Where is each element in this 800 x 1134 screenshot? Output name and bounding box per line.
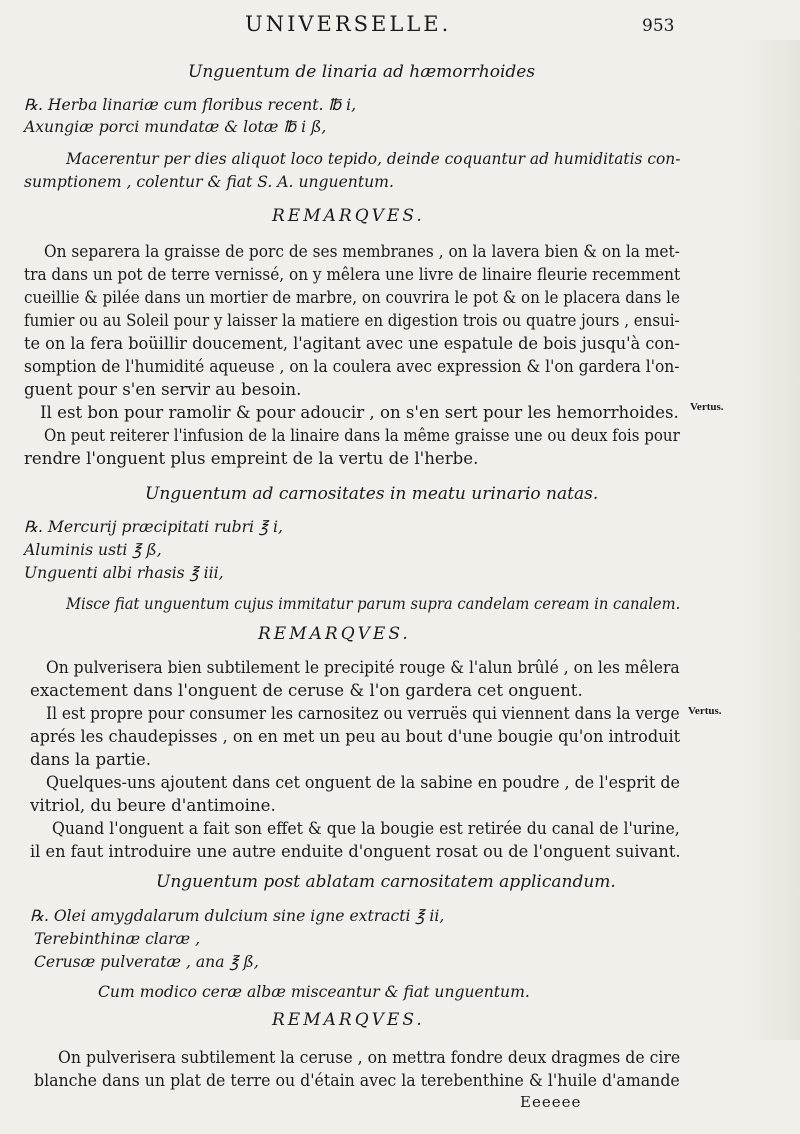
section-title: Unguentum post ablatam carnositatem applicandum.	[156, 872, 616, 892]
paragraph-line: On pulverisera subtilement la ceruse , on mettra fondre deux dragmes de cire	[58, 1048, 681, 1067]
paragraph-line: Il est bon pour ramolir & pour adoucir , on s'en sert pour les hemorrhoides.	[40, 403, 679, 422]
recipe-line: ℞. Mercurij præcipitati rubri ℥ i,	[24, 518, 283, 536]
paragraph-line: te on la fera boüillir doucement, l'agitant avec une espatule de bois jusqu'à con-	[24, 334, 680, 353]
section-title: Unguentum ad carnositates in meatu urinario natas.	[145, 484, 599, 504]
paragraph-line: Il est propre pour consumer les carnositez ou verruës qui viennent dans la verge	[46, 704, 680, 723]
paragraph-line: somption de l'humidité aqueuse , on la coulera avec expression & l'on gardera l'on-	[24, 357, 680, 376]
section-title: Unguentum de linaria ad hæmorrhoides	[188, 62, 536, 82]
margin-note: Vertus.	[690, 401, 724, 413]
paragraph-line: fumier ou au Soleil pour y laisser la matiere en digestion trois ou quatre jours , ensui-	[24, 311, 680, 330]
paragraph-line: exactement dans l'onguent de ceruse & l'on gardera cet onguent.	[30, 681, 583, 700]
paragraph-line: tra dans un pot de terre vernissé, on y mêlera une livre de linaire fleurie recemment	[24, 265, 681, 284]
paragraph-line: guent pour s'en servir au besoin.	[24, 380, 302, 399]
paragraph-line: Quelques-uns ajoutent dans cet onguent de la sabine en poudre , de l'esprit de	[46, 773, 680, 792]
paragraph-line: On pulverisera bien subtilement le precipité rouge & l'alun brûlé , on les mêlera	[46, 658, 680, 677]
paragraph-line: rendre l'onguent plus empreint de la vertu de l'herbe.	[24, 449, 479, 468]
instruction-line: Cum modico ceræ albæ misceantur & fiat unguentum.	[98, 983, 530, 1001]
paragraph-line: dans la partie.	[30, 750, 151, 769]
recipe-line: Unguenti albi rhasis ℥ iii,	[24, 564, 224, 582]
paragraph-line: cueillie & pilée dans un mortier de marbre, on couvrira le pot & on le placera dans le	[24, 288, 680, 307]
recipe-line: Axungiæ porci mundatæ & lotæ ℔ i ß,	[24, 118, 327, 136]
remarques-heading: REMARQVES.	[258, 624, 411, 644]
paragraph-line: aprés les chaudepisses , on en met un peu au bout d'une bougie qu'on introduit	[30, 727, 681, 746]
paragraph-line: On separera la graisse de porc de ses membranes , on la lavera bien & on la met-	[44, 242, 680, 261]
recipe-line: Terebinthinæ claræ ,	[34, 930, 201, 948]
page-number: 953	[642, 16, 675, 36]
paragraph-line: il en faut introduire une autre enduite d'onguent rosat ou de l'onguent suivant.	[30, 842, 681, 861]
instruction-line: Macerentur per dies aliquot loco tepido, deinde coquantur ad humiditatis con-	[66, 150, 681, 168]
paragraph-line: On peut reiterer l'infusion de la linaire dans la même graisse une ou deux fois pour	[44, 426, 680, 445]
remarques-heading: REMARQVES.	[272, 1010, 425, 1030]
recipe-line: Aluminis usti ℥ ß,	[24, 541, 162, 559]
signature-mark: Eeeeee	[520, 1093, 582, 1111]
recipe-line: Cerusæ pulveratæ , ana ℥ ß,	[34, 953, 259, 971]
remarques-heading: REMARQVES.	[272, 206, 425, 226]
paragraph-line: blanche dans un plat de terre ou d'étain avec la terebenthine & l'huile d'amande	[34, 1071, 680, 1090]
recipe-line: ℞. Olei amygdalarum dulcium sine igne extracti ℥ ii,	[30, 907, 445, 925]
recipe-line: ℞. Herba linariæ cum floribus recent. ℔ i,	[24, 96, 357, 114]
page-edge-shadow	[742, 40, 800, 1040]
instruction-line: Misce fiat unguentum cujus immitatur parum supra candelam ceream in canalem.	[66, 595, 681, 613]
running-title: UNIVERSELLE.	[245, 12, 452, 36]
paragraph-line: Quand l'onguent a fait son effet & que la bougie est retirée du canal de l'urine,	[52, 819, 680, 838]
instruction-line: sumptionem , colentur & fiat S. A. unguentum.	[24, 173, 394, 191]
margin-note: Vertus.	[688, 705, 722, 717]
paragraph-line: vitriol, du beure d'antimoine.	[30, 796, 276, 815]
